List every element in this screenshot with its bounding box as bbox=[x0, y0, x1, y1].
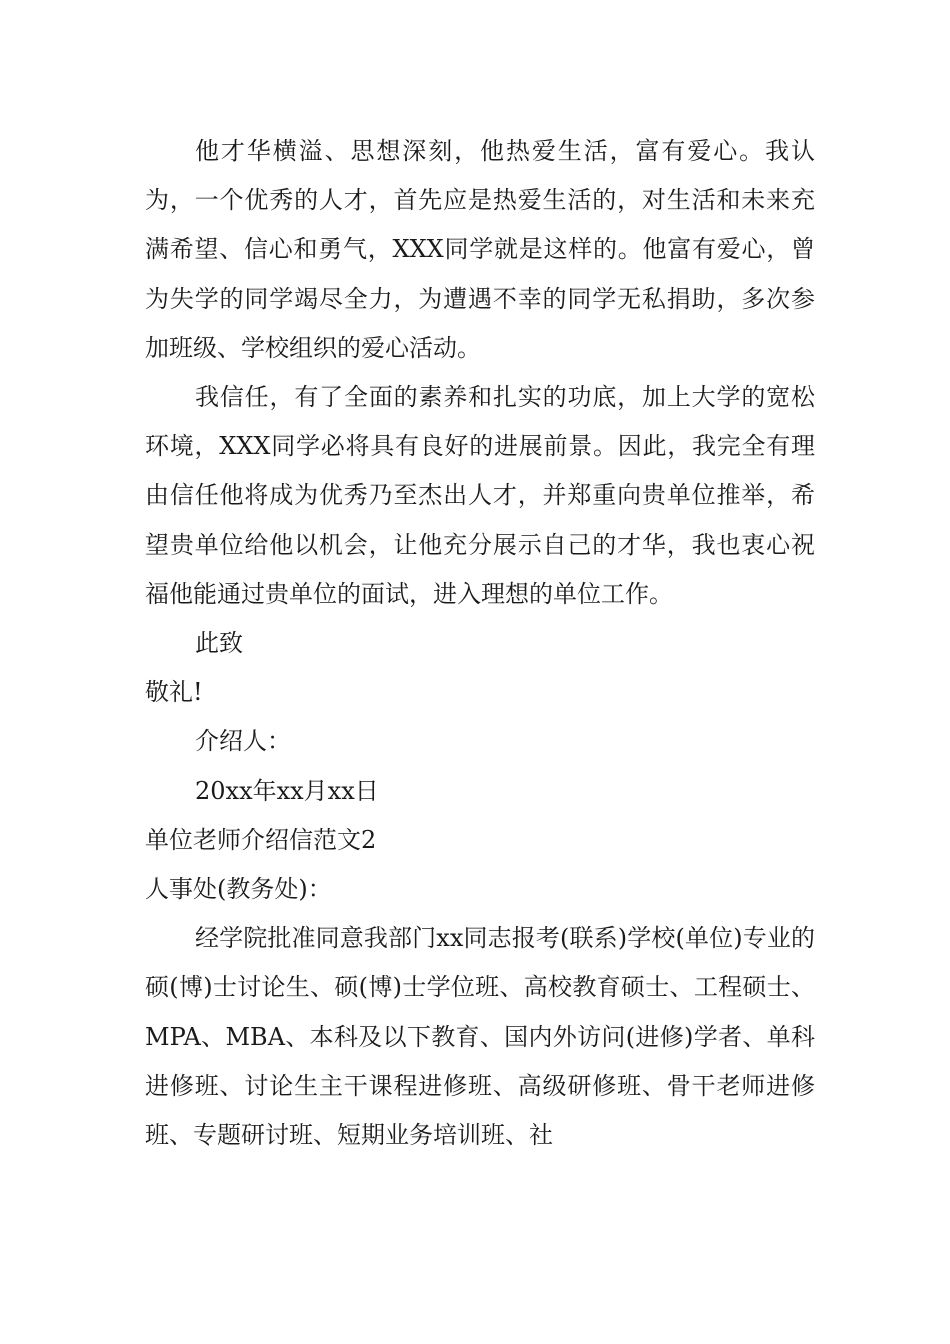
paragraph-approval: 经学院批准同意我部门xx同志报考(联系)学校(单位)专业的硕(博)士讨论生、硕(博)士学位班、高校教育硕士、工程硕士、MPA、MBA、本科及以下教育、国内外访问(进修)学者、单科进修班、讨论生主干课程进修班、高级研修班、骨干老师进修班、专题研讨班、短期业务培训班、社 bbox=[145, 924, 815, 1150]
paragraph-recommendation: 我信任，有了全面的素养和扎实的功底，加上大学的宽松环境，XXX同学必将具有良好的进展前景。因此，我完全有理由信任他将成为优秀乃至杰出人才，并郑重向贵单位推举，希望贵单位给他以机会，让他充分展示自己的才华，我也衷心祝福他能通过贵单位的面试，进入理想的单位工作。 bbox=[145, 383, 815, 608]
signature-date: 20xx年xx月xx日 bbox=[195, 776, 379, 805]
signature-introducer: 介绍人： bbox=[195, 727, 291, 756]
paragraph-talent: 他才华横溢、思想深刻，他热爱生活，富有爱心。我认为，一个优秀的人才，首先应是热爱生活的，对生活和未来充满希望、信心和勇气，XXX同学就是这样的。他富有爱心，曾为失学的同学竭尽全力，为遭遇不幸的同学无私捐助，多次参加班级、学校组织的爱心活动。 bbox=[145, 137, 815, 362]
document-body bbox=[145, 127, 815, 1160]
letter-recipient: 人事处(教务处)： bbox=[145, 875, 332, 904]
closing-regards: 敬礼! bbox=[145, 678, 203, 707]
closing-salutation: 此致 bbox=[195, 629, 243, 658]
section-title: 单位老师介绍信范文2 bbox=[145, 825, 377, 854]
